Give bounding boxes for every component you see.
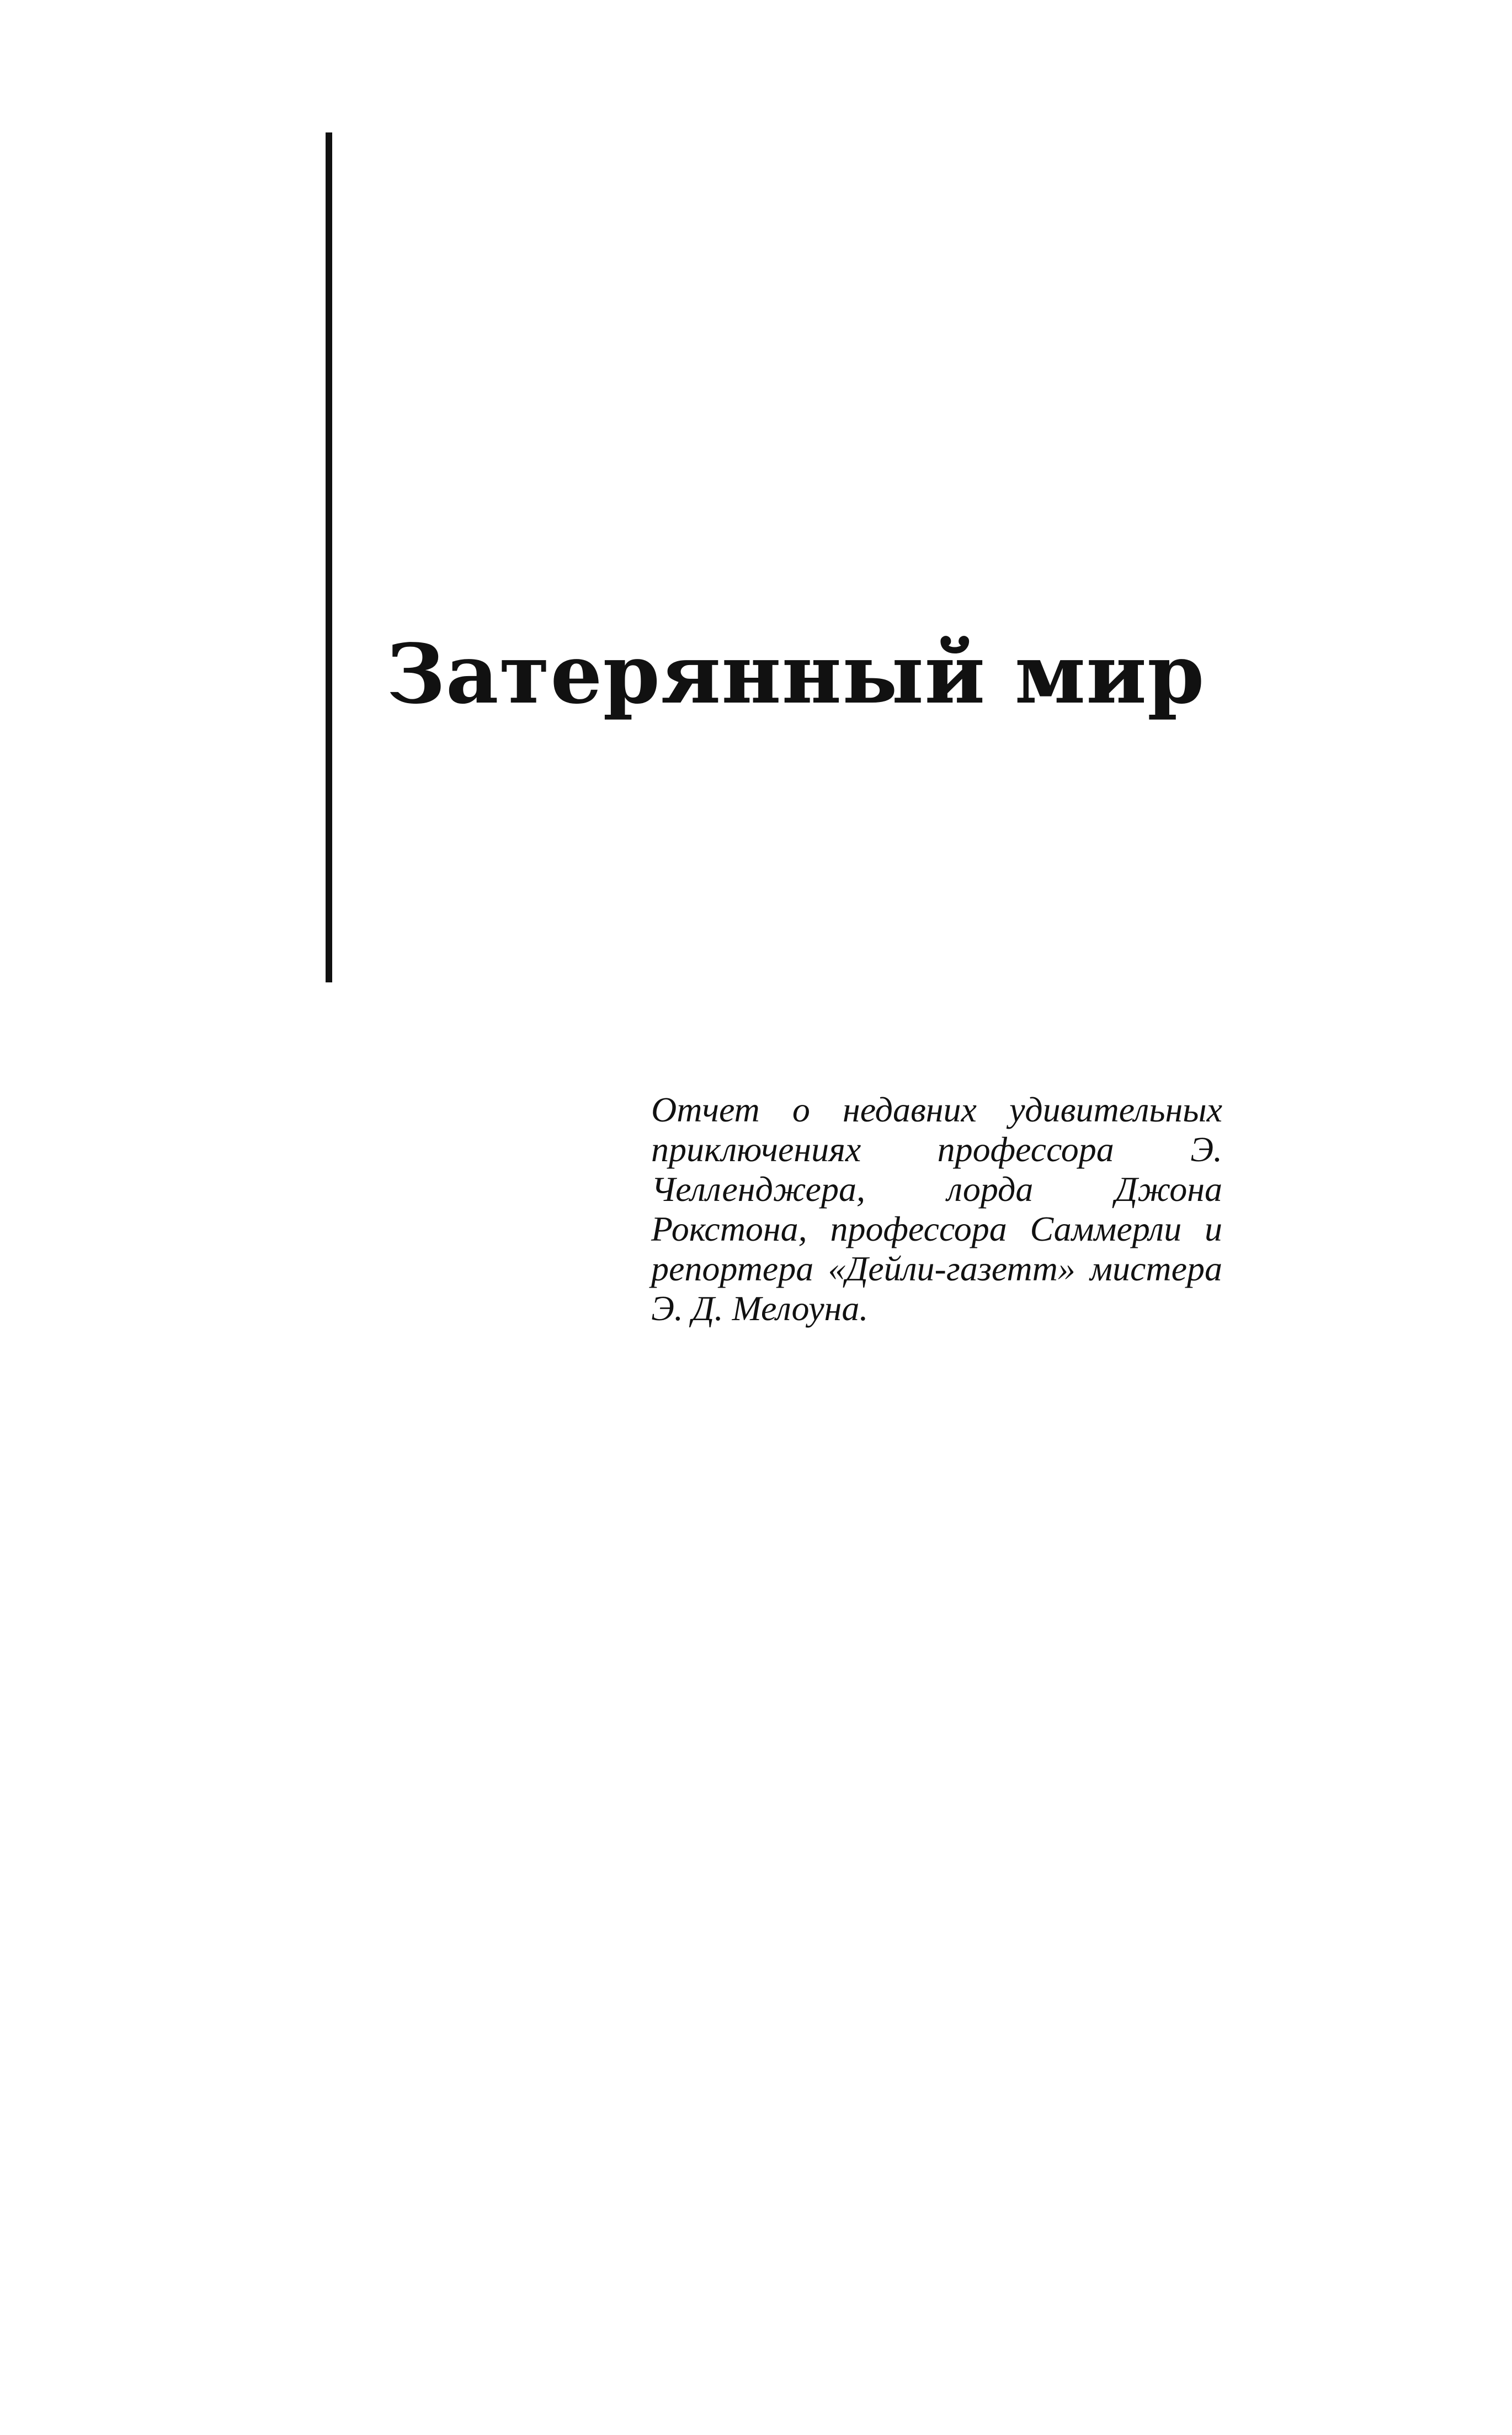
book-title: Затерянный мир [386,626,1205,722]
vertical-rule [326,132,332,982]
book-subtitle: Отчет о недавних удивительных приключениях профессора Э. Челленджера, лорда Джона Рокстона, профессора Саммерли и репортера «Дейли-газетт» мистера Э. Д. Мелоуна. [651,1090,1222,1328]
